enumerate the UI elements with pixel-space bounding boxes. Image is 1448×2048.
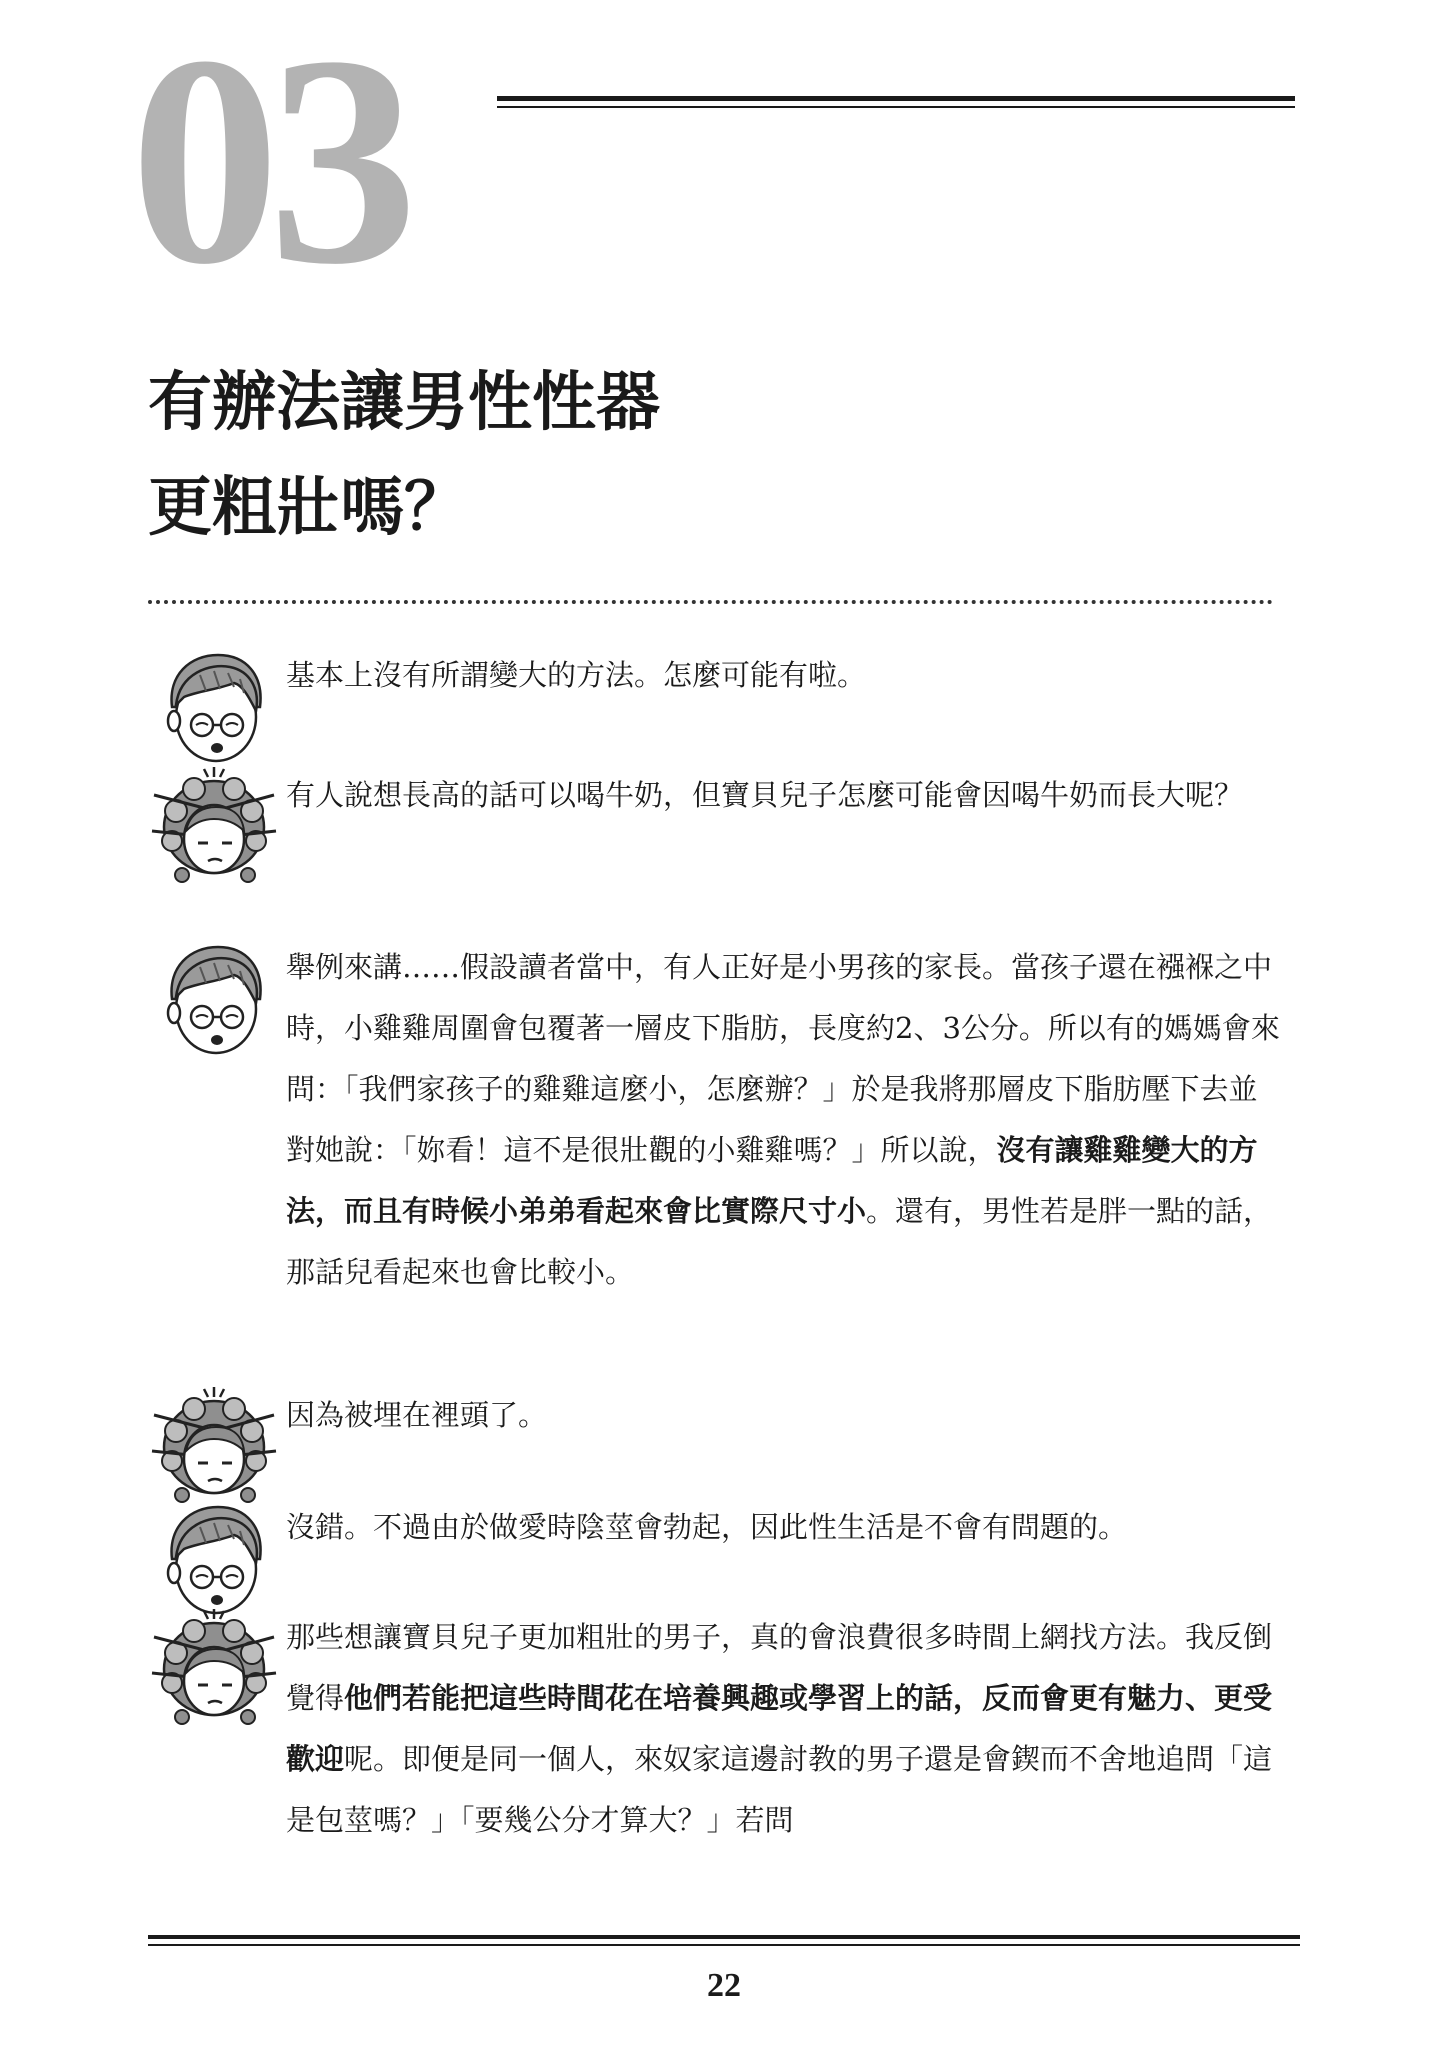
header-rule	[497, 96, 1295, 110]
doctor-avatar-icon	[150, 645, 280, 765]
dialogue-text	[286, 1497, 1280, 1558]
title-line-2: 更粗壯嗎？	[148, 470, 468, 545]
doctor-avatar-icon	[150, 1497, 280, 1617]
dialogue-text	[286, 1385, 1280, 1446]
girl-avatar-icon	[150, 1385, 280, 1505]
dialogue-text	[286, 937, 1280, 1303]
chapter-number: 03	[130, 0, 406, 326]
title-line-1: 有辦法讓男性性器	[148, 365, 660, 440]
doctor-avatar-icon	[150, 937, 280, 1057]
body-text: 沒錯。不過由於做愛時陰莖會勃起，因此性生活是不會有問題的。	[286, 1510, 1128, 1544]
body-text: 那些想讓寶貝兒子更加粗壯的男子，真的會浪費很多時間上網找方法。我反倒覺得	[286, 1620, 1273, 1715]
girl-avatar-icon	[150, 765, 280, 885]
girl-avatar-icon	[150, 1607, 280, 1727]
body-text: 。還有，男性若是胖一點的話，那話兒看起來也會比較小。	[286, 1194, 1273, 1289]
dialogue-text	[286, 645, 1280, 706]
dialogue-text	[286, 765, 1280, 826]
body-text: 呢。即便是同一個人，來奴家這邊討教的男子還是會鍥而不舍地追問「這是包莖嗎？」「要幾公分才算大？」若問	[286, 1742, 1273, 1837]
dotted-divider	[148, 600, 1273, 604]
emphasis-text: 沒有讓雞雞變大的方法，而且有時候小弟弟看起來會比實際尺寸小	[286, 1133, 1258, 1228]
footer-rule	[148, 1935, 1300, 1951]
body-text: 有人說想長高的話可以喝牛奶，但寶貝兒子怎麼可能會因喝牛奶而長大呢？	[286, 778, 1244, 812]
body-text: 因為被埋在裡頭了。	[286, 1398, 548, 1432]
chapter-title	[148, 350, 660, 560]
body-text: 舉例來講……假設讀者當中，有人正好是小男孩的家長。當孩子還在襁褓之中時，小雞雞周圍會包覆著一層皮下脂肪，長度約2、3公分。所以有的媽媽會來問：「我們家孩子的雞雞這麼小，怎麼辦？」於是我將那層皮下脂肪壓下去並對她說：「妳看！這不是很壯觀的小雞雞嗎？」所以說，	[286, 950, 1280, 1167]
emphasis-text: 他們若能把這些時間花在培養興趣或學習上的話，反而會更有魅力、更受歡迎	[286, 1681, 1273, 1776]
dialogue-text	[286, 1607, 1280, 1851]
page-number: 22	[707, 1967, 741, 2004]
body-text: 基本上沒有所謂變大的方法。怎麼可能有啦。	[286, 658, 867, 692]
